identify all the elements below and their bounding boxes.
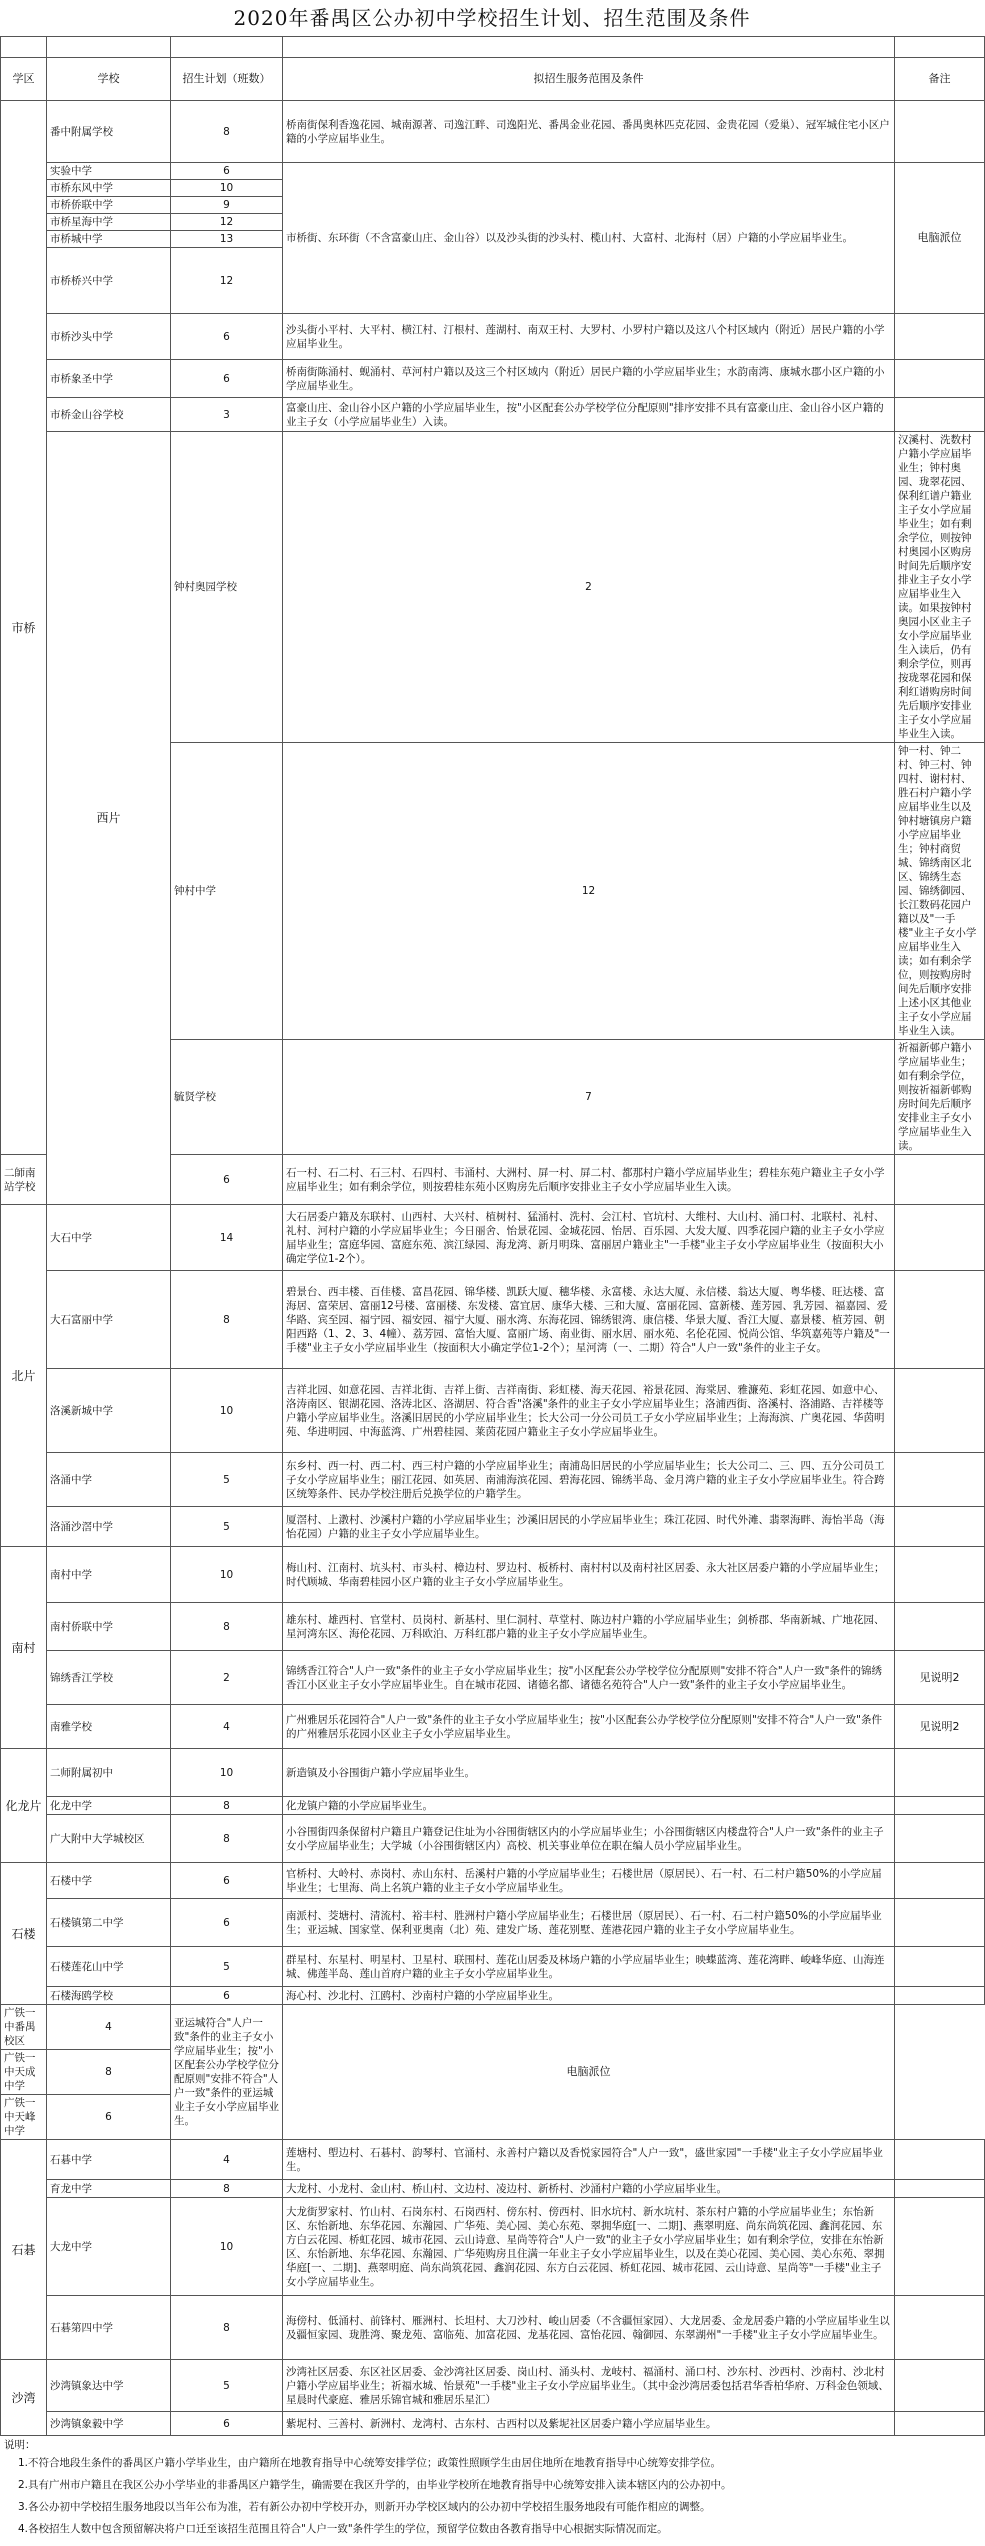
school-name-cell: 洛溪新城中学 <box>47 1369 171 1453</box>
table-row <box>1 1651 985 1705</box>
plan-count-cell: 6 <box>171 163 283 180</box>
table-row <box>1 2412 985 2436</box>
table-row <box>1 1453 985 1507</box>
scope-cell: 市桥街、东环街（不含富豪山庄、金山谷）以及沙头街的沙头村、榄山村、大富村、北海村（居）户籍的小学应届毕业生。 <box>283 163 895 314</box>
scope-cell: 沙头街小平村、大平村、横江村、汀根村、莲湖村、南双王村、大罗村、小罗村户籍以及这八个村区域内（附近）居民户籍的小学应届毕业生。 <box>283 314 895 360</box>
scope-cell: 沙湾社区居委、东区社区居委、金沙湾社区居委、岗山村、涌头村、龙岐村、福涌村、涌口村、沙东村、沙西村、沙南村、沙北村户籍小学应届毕业生；祈福水城、怡景苑"一手楼"业主子女小学应届毕业生。（其中金沙湾居委包括君华香柏华府、万科金色领域、星晨时代豪庭、雅居乐锦官城和雅居乐星汇） <box>283 2360 895 2412</box>
scope-cell: 海心村、沙北村、江鸥村、沙南村户籍的小学应届毕业生。 <box>283 1987 895 2005</box>
school-name-cell: 二师附属初中 <box>47 1749 171 1797</box>
header-plan: 招生计划（班数） <box>171 58 283 101</box>
scope-cell: 桥南街保利香逸花园、城南源著、司逸江畔、司逸阳光、番禺金业花园、番禺奥林匹克花园、金贵花园（爱巢）、冠军城住宅小区户籍的小学应届毕业生。 <box>283 101 895 163</box>
remark-cell <box>895 398 985 432</box>
remark-cell <box>895 101 985 163</box>
table-row <box>1 163 985 180</box>
scope-cell: 大龙街罗家村、竹山村、石岗东村、石岗西村、傍东村、傍西村、旧水坑村、新水坑村、茶东村户籍的小学应届毕业生；东怡新区、东怡新地、东华花园、东瀚园、广华苑、美心园、美心东苑、翠拥华庭[一、二期]、燕翠明庭、尚东尚筑花园、鑫润花园、东方白云花园、桥虹花园、城市花园、云山诗意、星尚等符合"人户一致"的业主子女小学应届毕业生；如有剩余学位，安排在东怡新区、东怡新地、东华花园、东瀚园、广华苑购房且住满一年业主子女小学应届毕业生，以及在美心花园、美心园、美心东苑、翠拥华庭[一、二期]、燕翠明庭、尚东尚筑花园、鑫润花园、东方白云花园、桥虹花园、城市花园、云山诗意、星尚等"一手楼"业主子女小学应届毕业生。 <box>283 2198 895 2296</box>
table-row <box>1 1507 985 1547</box>
table-row <box>1 1899 985 1947</box>
plan-count-cell: 6 <box>171 2412 283 2436</box>
plan-count-cell: 6 <box>47 2095 171 2140</box>
note-item: 1.不符合地段生条件的番禺区户籍小学毕业生，由户籍所在地教育指导中心统筹安排学位；政策性照顾学生由居住地所在地教育指导中心统筹安排学位。 <box>18 2457 722 2469</box>
school-name-cell: 化龙中学 <box>47 1797 171 1815</box>
plan-count-cell: 8 <box>171 2296 283 2360</box>
scope-cell: 梅山村、江南村、坑头村、市头村、樟边村、罗边村、板桥村、南村村以及南村社区居委、永大社区居委户籍的小学应届毕业生；时代顾城、华南碧桂园小区户籍的业主子女小学应届毕业生。 <box>283 1547 895 1603</box>
header-note: 备注 <box>895 58 985 101</box>
scope-cell: 大龙村、小龙村、金山村、桥山村、文边村、凌边村、新桥村、沙涌村户籍的小学应届毕业生。 <box>283 2180 895 2198</box>
remark-cell <box>895 314 985 360</box>
scope-cell: 桥南街陈涌村、蚬涌村、草河村户籍以及这三个村区域内（附近）居民户籍的小学应届毕业生；水韵南湾、康城水郡小区户籍的小学应届毕业生。 <box>283 360 895 398</box>
plan-count-cell: 5 <box>171 1453 283 1507</box>
district-cell: 南村 <box>1 1547 47 1749</box>
plan-count-cell: 2 <box>171 1651 283 1705</box>
district-cell: 市桥 <box>1 101 47 1155</box>
school-name-cell: 南村侨联中学 <box>47 1603 171 1651</box>
remark-cell <box>895 1271 985 1369</box>
plan-count-cell: 5 <box>171 1507 283 1547</box>
remark-cell: 见说明2 <box>895 1705 985 1749</box>
district-cell: 北片 <box>1 1205 47 1547</box>
table-row <box>1 1205 985 1271</box>
scope-cell: 雄东村、雄西村、官堂村、员岗村、新基村、里仁洞村、草堂村、陈边村户籍的小学应届毕业生；剑桥郡、华南新城、广地花园、星河湾东区、海伦花园、万科欧泊、万科红郡户籍的业主子女小学应届毕业生。 <box>283 1603 895 1651</box>
school-name-cell: 育龙中学 <box>47 2180 171 2198</box>
plan-count-cell: 8 <box>171 2180 283 2198</box>
school-name-cell: 钟村奥园学校 <box>171 432 283 743</box>
remark-cell <box>895 2180 985 2198</box>
plan-count-cell: 8 <box>47 2050 171 2095</box>
header-scope: 拟招生服务范围及条件 <box>283 58 895 101</box>
plan-count-cell: 2 <box>283 432 895 743</box>
table-row <box>1 1369 985 1453</box>
remark-cell <box>895 2198 985 2296</box>
plan-count-cell: 10 <box>171 1369 283 1453</box>
remark-cell <box>895 2360 985 2412</box>
plan-count-cell: 8 <box>171 1797 283 1815</box>
school-name-cell: 番中附属学校 <box>47 101 171 163</box>
plan-count-cell: 12 <box>283 743 895 1040</box>
district-cell: 化龙片 <box>1 1749 47 1863</box>
remark-cell <box>895 1369 985 1453</box>
table-row <box>1 314 985 360</box>
plan-count-cell: 10 <box>171 180 283 197</box>
plan-count-cell: 8 <box>171 1603 283 1651</box>
school-name-cell: 市桥沙头中学 <box>47 314 171 360</box>
plan-count-cell: 10 <box>171 1547 283 1603</box>
remark-cell <box>895 1205 985 1271</box>
school-name-cell: 石碁第四中学 <box>47 2296 171 2360</box>
remark-cell <box>895 360 985 398</box>
school-name-cell: 市桥金山谷学校 <box>47 398 171 432</box>
table-row <box>1 360 985 398</box>
remark-cell <box>895 2140 985 2180</box>
plan-count-cell: 7 <box>283 1040 895 1155</box>
plan-count-cell: 6 <box>171 360 283 398</box>
school-name-cell: 大石富丽中学 <box>47 1271 171 1369</box>
plan-count-cell: 9 <box>171 197 283 214</box>
scope-cell: 吉祥北园、如意花园、吉祥北街、吉祥上街、吉祥南街、彩虹楼、海天花园、裕景花园、海棠居、雅濂苑、彩虹花园、如意中心、洛涛南区、银湖花园、洛涛北区、洛湖居、符合香"洛溪"条件的业主子女小学应届毕业生；洛浦西街、洛溪村、洛浦路、吉祥楼等户籍小学应届毕业生。洛溪旧居民的小学应届毕业生；长大公司一分公司员工子女小学应届毕业生；上海海滨、广奥花园、华茵明苑、华进明园、中海蓝湾、广州碧桂园、莱茵花园户籍业主子女小学应届毕业生。 <box>283 1369 895 1453</box>
plan-count-cell: 4 <box>171 2140 283 2180</box>
notes-section <box>0 2436 984 2546</box>
scope-cell: 富豪山庄、金山谷小区户籍的小学应届毕业生，按"小区配套公办学校学位分配原则"排序安排不具有富豪山庄、金山谷小区户籍的业主子女（小学应届毕业生）入读。 <box>283 398 895 432</box>
page-title: 2020年番禺区公办初中学校招生计划、招生范围及条件 <box>233 6 751 30</box>
remark-cell <box>895 1815 985 1863</box>
plan-count-cell: 14 <box>171 1205 283 1271</box>
school-name-cell: 沙湾镇象毅中学 <box>47 2412 171 2436</box>
school-name-cell: 大石中学 <box>47 1205 171 1271</box>
school-name-cell: 市桥星海中学 <box>47 214 171 231</box>
table-row <box>1 2296 985 2360</box>
table-row <box>1 1863 985 1899</box>
remark-cell <box>895 1863 985 1899</box>
plan-count-cell: 10 <box>171 1749 283 1797</box>
plan-count-cell: 5 <box>171 2360 283 2412</box>
remark-cell <box>895 2296 985 2360</box>
remark-cell <box>895 1947 985 1987</box>
remark-cell: 电脑派位 <box>283 2005 895 2140</box>
school-name-cell: 沙湾镇象达中学 <box>47 2360 171 2412</box>
remark-cell <box>895 1547 985 1603</box>
scope-cell: 广州雅居乐花园符合"人户一致"条件的业主子女小学应届毕业生；按"小区配套公办学校学位分配原则"安排不符合"人户一致"条件的广州雅居乐花园小区业主子女小学应届毕业生。 <box>283 1705 895 1749</box>
scope-cell: 东乡村、西一村、西二村、西三村户籍的小学应届毕业生；南浦岛旧居民的小学应届毕业生；长大公司二、三、四、五分公司员工子女小学应届毕业生；丽江花园、如英居、南浦海滨花园、碧海花园、锦绣半岛、金月湾户籍的业主子女小学应届毕业生。符合跨区统筹条件、民办学校注册后兑换学位的户籍学生。 <box>283 1453 895 1507</box>
table-row <box>1 2198 985 2296</box>
remark-cell <box>895 1797 985 1815</box>
plan-count-cell: 4 <box>47 2005 171 2050</box>
table-row <box>1 398 985 432</box>
table-row <box>1 1547 985 1603</box>
scope-cell: 海傍村、低涌村、前锋村、雁洲村、长坦村、大刀沙村、峻山居委（不含疆恒家园）、大龙居委、金龙居委户籍的小学应届毕业生以及疆恒家园、珑胜湾、聚龙苑、富临苑、加富花园、龙基花园、富怡花园、翰御园、东翠湖州"一手楼"业主子女小学应届毕业生。 <box>283 2296 895 2360</box>
district-cell: 石碁 <box>1 2140 47 2360</box>
district-cell: 石楼 <box>1 1863 47 2005</box>
school-name-cell: 洛涌中学 <box>47 1453 171 1507</box>
admission-table <box>0 36 985 2436</box>
district-cell: 西片 <box>47 432 171 1205</box>
school-name-cell: 广铁一中番禺校区 <box>1 2005 47 2050</box>
school-name-cell: 市桥侨联中学 <box>47 197 171 214</box>
plan-count-cell: 12 <box>171 248 283 314</box>
remark-cell <box>895 1155 985 1205</box>
school-name-cell: 南雅学校 <box>47 1705 171 1749</box>
school-name-cell: 市桥桥兴中学 <box>47 248 171 314</box>
school-name-cell: 实验中学 <box>47 163 171 180</box>
plan-count-cell: 10 <box>171 2198 283 2296</box>
table-row <box>1 2005 985 2050</box>
plan-count-cell: 6 <box>171 1899 283 1947</box>
plan-count-cell: 8 <box>171 1271 283 1369</box>
header-row <box>1 58 985 101</box>
table-row <box>1 2180 985 2198</box>
remark-cell <box>895 1453 985 1507</box>
header-school: 学校 <box>47 58 171 101</box>
scope-cell: 碧景台、西丰楼、百佳楼、富昌花园、锦华楼、凯跃大厦、穗华楼、永富楼、永达大厦、永信楼、翁达大厦、粤华楼、旺达楼、富海居、富荣居、富丽12号楼、富丽楼、东发楼、富宜居、康华大楼、三和大厦、富丽花园、富新楼、莲芳园、乳芳园、福嘉园、爱华路、宾至园、福宁园、福安园、福宁大厦、丽水湾、东海花园、锦绣银湾、康信楼、华景大厦、香江大厦、嘉景楼、植芳园、朝阳西路（1、2、3、4幢）、荔芳园、富怡大厦、富丽广场、南业街、丽水居、丽水苑、名伦花园、悦尚公馆、华筑嘉苑等户籍及"一手楼"业主子女小学应届毕业生（按面积大小确定学位1-2个）；星河湾（一、二期）符合"人户一致"条件的业主子女。 <box>283 1271 895 1369</box>
remark-cell <box>895 1987 985 2005</box>
scope-cell: 官桥村、大岭村、赤岗村、赤山东村、岳溪村户籍的小学应届毕业生；石楼世居（原居民）、石一村、石二村户籍50%的小学应届毕业生；七里海、尚上名筑户籍的业主子女小学应届毕业生。 <box>283 1863 895 1899</box>
table-row <box>1 2360 985 2412</box>
blank-row <box>1 37 985 58</box>
table-row <box>1 1987 985 2005</box>
school-name-cell: 广铁一中天成中学 <box>1 2050 47 2095</box>
plan-count-cell: 13 <box>171 231 283 248</box>
scope-cell: 锦绣香江符合"人户一致"条件的业主子女小学应届毕业生；按"小区配套公办学校学位分配原则"安排不符合"人户一致"条件的锦绣香江小区业主子女小学应届毕业生。自在城市花园、诸德名都、诸德名苑符合"人户一致"条件的业主子女小学应届毕业生。 <box>283 1651 895 1705</box>
plan-count-cell: 3 <box>171 398 283 432</box>
note-item: 3.各公办初中学校招生服务地段以当年公布为准，若有新公办初中学校开办，则新开办学校区域内的公办初中学校招生服务地段有可能作相应的调整。 <box>18 2501 711 2513</box>
school-name-cell: 石碁中学 <box>47 2140 171 2180</box>
school-name-cell: 洛涌沙滘中学 <box>47 1507 171 1547</box>
table-row <box>1 2140 985 2180</box>
school-name-cell: 大龙中学 <box>47 2198 171 2296</box>
scope-cell: 化龙镇户籍的小学应届毕业生。 <box>283 1797 895 1815</box>
school-name-cell: 石楼海鸥学校 <box>47 1987 171 2005</box>
table-row <box>1 1815 985 1863</box>
header-district: 学区 <box>1 58 47 101</box>
school-name-cell: 市桥东风中学 <box>47 180 171 197</box>
table-row <box>1 1797 985 1815</box>
plan-count-cell: 8 <box>171 101 283 163</box>
scope-cell: 紫坭村、三善村、新洲村、龙湾村、古东村、古西村以及紫坭社区居委户籍小学应届毕业生。 <box>283 2412 895 2436</box>
scope-cell: 新造镇及小谷围街户籍小学应届毕业生。 <box>283 1749 895 1797</box>
notes-title: 说明： <box>4 2439 36 2451</box>
table-row <box>1 1947 985 1987</box>
table-row <box>1 1705 985 1749</box>
scope-cell: 亚运城符合"人户一致"条件的业主子女小学应届毕业生；按"小区配套公办学校学位分配原则"安排不符合"人户一致"条件的亚运城业主子女小学应届毕业生。 <box>171 2005 283 2140</box>
scope-cell: 莲塘村、塱边村、石碁村、韵琴村、官涌村、永善村户籍以及香悦家园符合"人户一致"，盛世家园"一手楼"业主子女小学应届毕业生。 <box>283 2140 895 2180</box>
scope-cell: 大石居委户籍及东联村、山西村、大兴村、植树村、猛涌村、洗村、会江村、官坑村、大维村、大山村、涌口村、北联村、礼村、礼村、河村户籍的小学应届毕业生；今日丽舍、怡景花园、金城花园、怡居、百乐园、大发大厦、四季花园户籍的业主子女小学应届毕业生；富庭华园、富庭东苑、滨江绿园、海龙湾、新月明珠、富丽居户籍业主"一手楼"业主子女小学应届毕业生（按面积大小确定学位1-2个）。 <box>283 1205 895 1271</box>
school-name-cell: 石楼中学 <box>47 1863 171 1899</box>
plan-count-cell: 6 <box>171 1863 283 1899</box>
scope-cell: 群星村、东星村、明星村、卫星村、联围村、莲花山居委及林场户籍的小学应届毕业生；映蝶蓝湾、莲花湾畔、峻峰华庭、山海连城、佛莲半岛、莲山首府户籍的业主子女小学应届毕业生。 <box>283 1947 895 1987</box>
school-name-cell: 石楼镇第二中学 <box>47 1899 171 1947</box>
plan-count-cell: 6 <box>171 314 283 360</box>
table-row <box>1 1271 985 1369</box>
school-name-cell: 二師南站学校 <box>1 1155 47 1205</box>
remark-cell <box>895 1507 985 1547</box>
plan-count-cell: 8 <box>171 1815 283 1863</box>
scope-cell: 小谷围街四条保留村户籍且户籍登记住址为小谷围街辖区内的小学应届毕业生；小谷围街辖区内楼盘符合"人户一致"条件的业主子女小学应届毕业生；大学城（小谷围街辖区内）高校、机关事业单位在职在编人员小学应届毕业生。 <box>283 1815 895 1863</box>
remark-cell <box>895 1899 985 1947</box>
table-row <box>1 1749 985 1797</box>
school-name-cell: 石楼莲花山中学 <box>47 1947 171 1987</box>
plan-count-cell: 5 <box>171 1947 283 1987</box>
remark-cell <box>895 1603 985 1651</box>
school-name-cell: 市桥城中学 <box>47 231 171 248</box>
note-item: 4.各校招生人数中包含预留解决将户口迁至该招生范围且符合"人户一致"条件学生的学位，预留学位数由各教育指导中心根据实际情况而定。 <box>18 2523 668 2535</box>
plan-count-cell: 4 <box>171 1705 283 1749</box>
school-name-cell: 锦绣香江学校 <box>47 1651 171 1705</box>
remark-cell <box>895 1749 985 1797</box>
remark-cell <box>895 2412 985 2436</box>
plan-count-cell: 12 <box>171 214 283 231</box>
school-name-cell: 钟村中学 <box>171 743 283 1040</box>
table-row <box>1 432 985 743</box>
remark-cell: 电脑派位 <box>895 163 985 314</box>
plan-count-cell: 6 <box>171 1155 283 1205</box>
scope-cell: 祈福新邨户籍小学应届毕业生；如有剩余学位，则按祈福新邨购房时间先后顺序安排业主子女小学应届毕业生入读。 <box>895 1040 985 1155</box>
scope-cell: 石一村、石二村、石三村、石四村、韦涌村、大洲村、屏一村、屏二村、都那村户籍小学应届毕业生；碧桂东苑户籍业主子女小学应届毕业生；如有剩余学位，则按碧桂东苑小区购房先后顺序安排业主子女小学应届毕业生入读。 <box>283 1155 895 1205</box>
school-name-cell: 毓贤学校 <box>171 1040 283 1155</box>
table-row <box>1 101 985 163</box>
scope-cell: 南派村、茭塘村、清流村、裕丰村、胜洲村户籍小学应届毕业生；石楼世居（原居民）、石一村、石二村户籍50%的小学应届毕业生；亚运城、国家堂、保利亚奥南（北）苑、建发广场、莲花别墅、莲港花园户籍的业主子女小学应届毕业生。 <box>283 1899 895 1947</box>
scope-cell: 汉溪村、洗数村户籍小学应届毕业生；钟村奥园、珑翠花园、保利红谱户籍业主子女小学应届毕业生；如有剩余学位，则按钟村奥园小区购房时间先后顺序安排业主子女小学应届毕业生入读。如果按钟村奥园小区业主子女小学应届毕业生入读后，仍有剩余学位，则再按珑翠花园和保利红谱购房时间先后顺序安排业主子女小学应届毕业生入读。 <box>895 432 985 743</box>
remark-cell: 见说明2 <box>895 1651 985 1705</box>
scope-cell: 厦滘村、上漖村、沙溪村户籍的小学应届毕业生；沙溪旧居民的小学应届毕业生；珠江花园、时代外滩、翡翠海畔、海怡半岛（海怡花园）户籍的业主子女小学应届毕业生。 <box>283 1507 895 1547</box>
school-name-cell: 南村中学 <box>47 1547 171 1603</box>
school-name-cell: 广大附中大学城校区 <box>47 1815 171 1863</box>
scope-cell: 钟一村、钟二村、钟三村、钟四村、谢村村、胜石村户籍小学应届毕业生以及钟村塘镇房户籍小学应届毕业生；钟村商贸城、锦绣南区北区、锦绣生态园、锦绣御园、长江数码花园户籍以及"一手楼"业主子女小学应届毕业生入读；如有剩余学位，则按购房时间先后顺序安排上述小区其他业主子女小学应届毕业生入读。 <box>895 743 985 1040</box>
plan-count-cell: 6 <box>171 1987 283 2005</box>
table-row <box>1 1603 985 1651</box>
school-name-cell: 广铁一中天峰中学 <box>1 2095 47 2140</box>
school-name-cell: 市桥象圣中学 <box>47 360 171 398</box>
district-cell: 沙湾 <box>1 2360 47 2436</box>
note-item: 2.具有广州市户籍且在我区公办小学毕业的非番禺区户籍学生，确需要在我区升学的，由毕业学校所在地教育指导中心统筹安排入读本辖区内的公办初中。 <box>18 2479 732 2491</box>
